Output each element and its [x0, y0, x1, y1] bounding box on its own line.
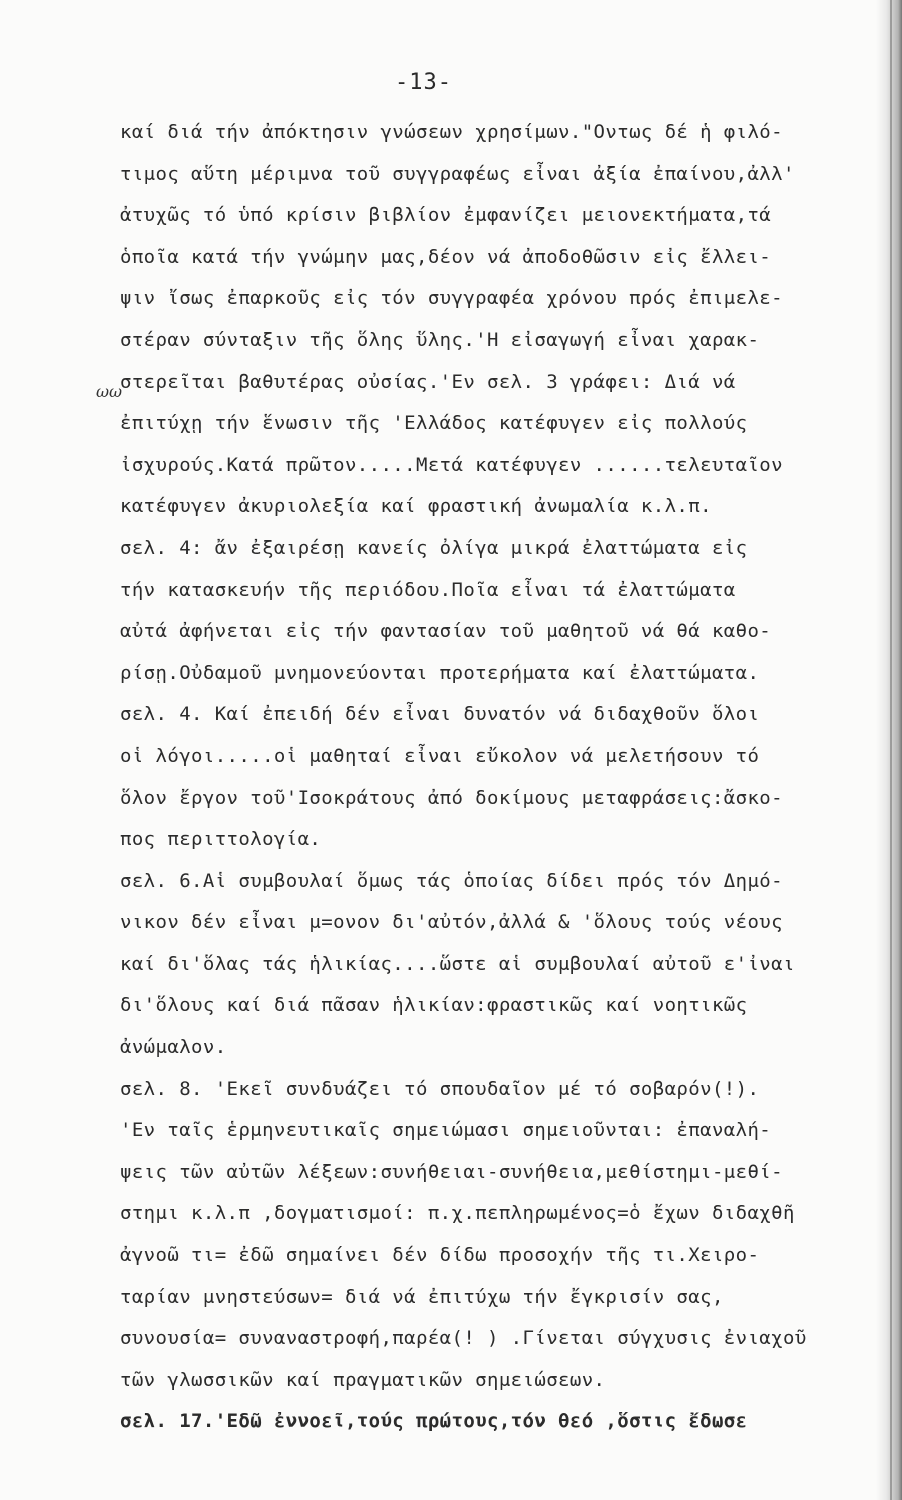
- text-line: καί διά τήν ἀπόκτησιν γνώσεων χρησίμων."Οντως δέ ἡ φιλό-: [120, 121, 783, 143]
- text-line: ὁποῖα κατά τήν γνώμην μας,δέον νά ἀποδοθῶσιν εἰς ἔλλει-: [120, 245, 772, 268]
- text-line: οἱ λόγοι.....οἱ μαθηταί εἶναι εὔκολον νά μελετήσουν τό: [120, 744, 760, 767]
- text-line: σελ. 8. 'Εκεῖ συνδυάζει τό σπουδαῖον μέ τό σοβαρόν(!).: [120, 1077, 760, 1100]
- text-line: σελ. 4: ἄν ἐξαιρέσῃ κανείς ὀλίγα μικρά ἐλαττώματα εἰς: [120, 536, 748, 559]
- text-line: τῶν γλωσσικῶν καί πραγματικῶν σημειώσεων.: [120, 1368, 606, 1391]
- text-line: πος περιττολογία.: [120, 828, 322, 851]
- text-line: συνουσία= συναναστροφή,παρέα(! ) .Γίνεται σύγχυσις ἐνιαχοῦ: [120, 1327, 807, 1350]
- text-line: ἀνώμαλον.: [120, 1036, 227, 1059]
- text-line: σελ. 4. Καί ἐπειδή δέν εἶναι δυνατόν νά διδαχθοῦν ὅλοι: [120, 703, 760, 726]
- text-line: ἰσχυρούς.Κατά πρῶτον.....Μετά κατέφυγεν ......τελευταῖον: [120, 453, 783, 476]
- margin-note: ωω: [96, 382, 123, 401]
- text-line: ψεις τῶν αὐτῶν λέξεων:συνήθειαι-συνήθεια,μεθίστημι-μεθί-: [120, 1160, 783, 1183]
- text-line: ταρίαν μνηστεύσων= διά νά ἐπιτύχω τήν ἔγκρισίν σας,: [120, 1285, 724, 1308]
- text-line: στημι κ.λ.π ,δογματισμοί: π.χ.πεπληρωμένος=ὁ ἔχων διδαχθῆ: [120, 1202, 795, 1225]
- text-line: ἀτυχῶς τό ὑπό κρίσιν βιβλίον ἐμφανίζει μειονεκτήματα,τά: [120, 204, 772, 227]
- text-line: ἐπιτύχῃ τήν ἕνωσιν τῆς 'Ελλάδος κατέφυγεν εἰς πολλούς: [120, 412, 748, 435]
- text-line: σελ. 6.Αἱ συμβουλαί ὅμως τάς ὁποίας δίδει πρός τόν Δημό-: [120, 869, 783, 892]
- text-line: ψιν ἴσως ἐπαρκοῦς εἰς τόν συγγραφέα χρόνου πρός ἐπιμελε-: [120, 287, 783, 310]
- text-line: καί δι'ὅλας τάς ἡλικίας....ὥστε αἱ συμβουλαί αὐτοῦ ε'ἰναι: [120, 952, 795, 975]
- page-number: -13-: [395, 70, 452, 95]
- text-line: τιμος αὕτη μέριμνα τοῦ συγγραφέως εἶναι ἀξία ἐπαίνου,ἀλλ': [120, 162, 795, 185]
- text-line: ἀγνοῶ τι= ἐδῶ σημαίνει δέν δίδω προσοχήν τῆς τι.Χειρο-: [120, 1244, 760, 1267]
- text-line: νικον δέν εἶναι μ=ονον δι'αὐτόν,ἀλλά & 'ὅλους τούς νέους: [120, 911, 783, 934]
- text-line: δι'ὅλους καί διά πᾶσαν ἡλικίαν:φραστικῶς καί νοητικῶς: [120, 994, 748, 1017]
- text-line: στέραν σύνταξιν τῆς ὅλης ὕλης.'Η εἰσαγωγή εἶναι χαρακ-: [120, 328, 760, 351]
- text-line: κατέφυγεν ἀκυριολεξία καί φραστική ἀνωμαλία κ.λ.π.: [120, 495, 712, 518]
- text-line: ὅλον ἔργον τοῦ'Ισοκράτους ἀπό δοκίμους μεταφράσεις:ἄσκο-: [120, 786, 783, 809]
- typed-text-body: [120, 112, 880, 1443]
- text-line: σελ. 17.'Εδῶ ἐννοεῖ,τούς πρώτους,τόν θεό ,ὅστις ἔδωσε: [120, 1410, 748, 1433]
- text-line: αὐτά ἀφήνεται εἰς τήν φαντασίαν τοῦ μαθητοῦ νά θά καθο-: [120, 620, 772, 643]
- text-line: 'Εν ταῖς ἑρμηνευτικαῖς σημειώμασι σημειοῦνται: ἐπαναλή-: [120, 1119, 772, 1142]
- text-line: στερεῖται βαθυτέρας οὐσίας.'Εν σελ. 3 γράφει: Διά νά: [120, 370, 736, 393]
- page-edge-line: [890, 0, 892, 1500]
- text-line: τήν κατασκευήν τῆς περιόδου.Ποῖα εἶναι τά ἐλαττώματα: [120, 578, 736, 601]
- text-line: ρίσῃ.Οὐδαμοῦ μνημονεύονται προτερήματα καί ἐλαττώματα.: [120, 661, 760, 684]
